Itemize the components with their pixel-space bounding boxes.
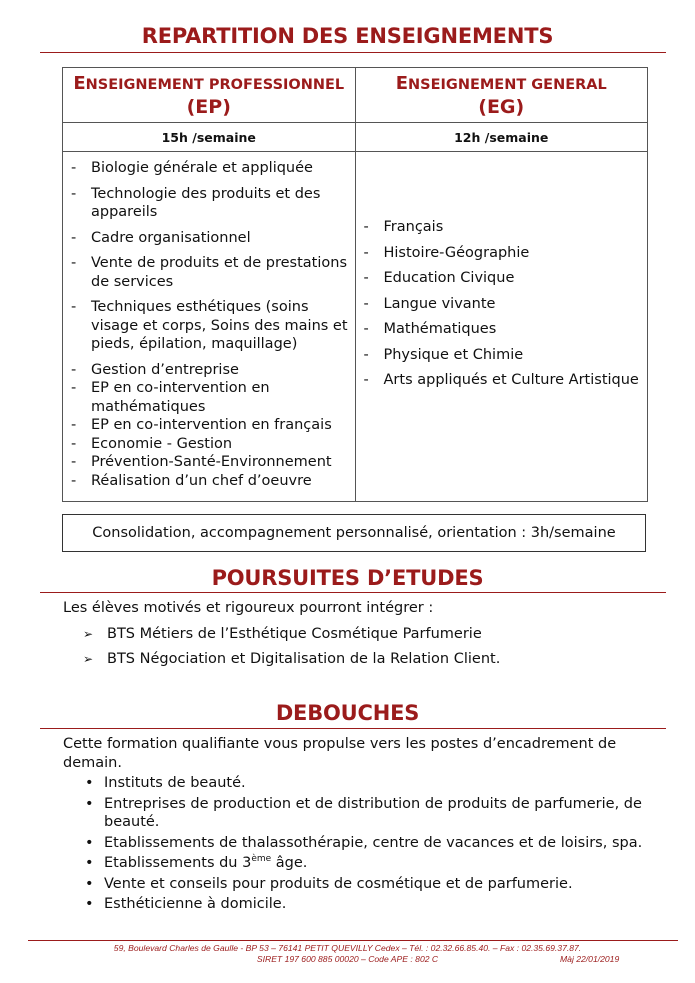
debouches-rule bbox=[40, 728, 666, 729]
eg-title-rest: NSEIGNEMENT GENERAL bbox=[408, 76, 607, 93]
debouches-list bbox=[63, 774, 653, 914]
list-item: - Arts appliqués et Culture Artistique bbox=[363, 372, 639, 388]
list-item: - Prévention-Santé-Environnement bbox=[71, 454, 332, 470]
poursuites-rule bbox=[40, 592, 666, 593]
list-item: • Esthéticienne à domicile. bbox=[85, 896, 287, 912]
arrow-bullet-icon: ➢ bbox=[83, 626, 94, 641]
ep-header bbox=[63, 68, 356, 123]
list-item: ➢ BTS Métiers de l’Esthétique Cosmétique Parfumerie bbox=[83, 625, 482, 642]
list-item: • Instituts de beauté. bbox=[85, 775, 246, 791]
poursuites-section bbox=[63, 599, 653, 669]
list-item: - Cadre organisationnel bbox=[71, 229, 251, 246]
list-item: • Vente et conseils pour produits de cosmétique et de parfumerie. bbox=[85, 875, 573, 892]
arrow-bullet-icon: ➢ bbox=[83, 652, 94, 666]
list-item: • Etablissements du 3ème âge. bbox=[85, 854, 308, 871]
eg-header bbox=[355, 68, 648, 123]
list-item: - Techniques esthétiques (soins visage et corps, Soins des mains et pieds, épilation, maquillage) bbox=[71, 299, 348, 352]
title-rule bbox=[40, 52, 666, 53]
eg-list bbox=[356, 218, 644, 390]
footer-address: 59, Boulevard Charles de Gaulle - BP 53 – 76141 PETIT QUEVILLY Cedex – Tél. : 02.32.66.85.40. – Fax : 02.35.69.37.87. bbox=[113, 943, 582, 953]
list-item: - Biologie générale et appliquée bbox=[71, 160, 313, 176]
list-item: - EP en co-intervention en français bbox=[71, 417, 332, 433]
footer-rule bbox=[28, 940, 678, 941]
ep-abbr: (EP) bbox=[186, 95, 231, 118]
debouches-intro: Cette formation qualifiante vous propulse vers les postes d’encadrement de demain. bbox=[63, 736, 617, 771]
list-item: - Economie - Gestion bbox=[71, 435, 233, 452]
list-item: - Vente de produits et de prestations de services bbox=[71, 255, 348, 290]
list-item: - Langue vivante bbox=[363, 295, 496, 312]
list-item: - Réalisation d’un chef d’oeuvre bbox=[71, 472, 312, 489]
page-title: REPARTITION DES ENSEIGNEMENTS bbox=[141, 24, 554, 48]
poursuites-intro: Les élèves motivés et rigoureux pourront intégrer : bbox=[63, 600, 434, 616]
list-item: - Gestion d’entreprise bbox=[71, 361, 239, 378]
list-item: - Français bbox=[363, 219, 444, 235]
eg-abbr: (EG) bbox=[478, 95, 525, 118]
eg-list-cell bbox=[355, 152, 648, 502]
ep-list bbox=[63, 159, 351, 490]
list-item: - Mathématiques bbox=[363, 321, 497, 337]
ep-list-cell bbox=[63, 152, 356, 502]
debouches-section bbox=[63, 735, 653, 914]
eg-title-initial: E bbox=[395, 72, 409, 94]
list-item: • Etablissements de thalassothérapie, centre de vacances et de loisirs, spa. bbox=[85, 834, 643, 851]
list-item: • Entreprises de production et de distribution de produits de parfumerie, de beauté. bbox=[85, 795, 642, 830]
ep-hours: 15h /semaine bbox=[63, 123, 356, 152]
poursuites-heading: POURSUITES D’ETUDES bbox=[211, 566, 484, 590]
ep-title-rest: NSEIGNEMENT PROFESSIONNEL bbox=[85, 76, 345, 93]
footer-date: Màj 22/01/2019 bbox=[560, 954, 620, 964]
repartition-table bbox=[62, 67, 648, 502]
list-item: - Physique et Chimie bbox=[363, 346, 524, 363]
eg-hours: 12h /semaine bbox=[355, 123, 648, 152]
list-item: ➢ BTS Négociation et Digitalisation de la Relation Client. bbox=[83, 651, 501, 667]
list-item: - Technologie des produits et des appareils bbox=[71, 185, 321, 220]
ep-title-initial: E bbox=[73, 72, 86, 94]
list-item: - Histoire-Géographie bbox=[363, 244, 530, 261]
footer-siret: SIRET 197 600 885 00020 – Code APE : 802 C bbox=[256, 954, 439, 964]
list-item: - Education Civique bbox=[363, 270, 515, 286]
consolidation-box: Consolidation, accompagnement personnalisé, orientation : 3h/semaine bbox=[62, 514, 646, 552]
debouches-heading: DEBOUCHES bbox=[275, 701, 420, 725]
poursuites-list bbox=[83, 625, 653, 669]
list-item: - EP en co-intervention en mathématiques bbox=[71, 380, 270, 415]
